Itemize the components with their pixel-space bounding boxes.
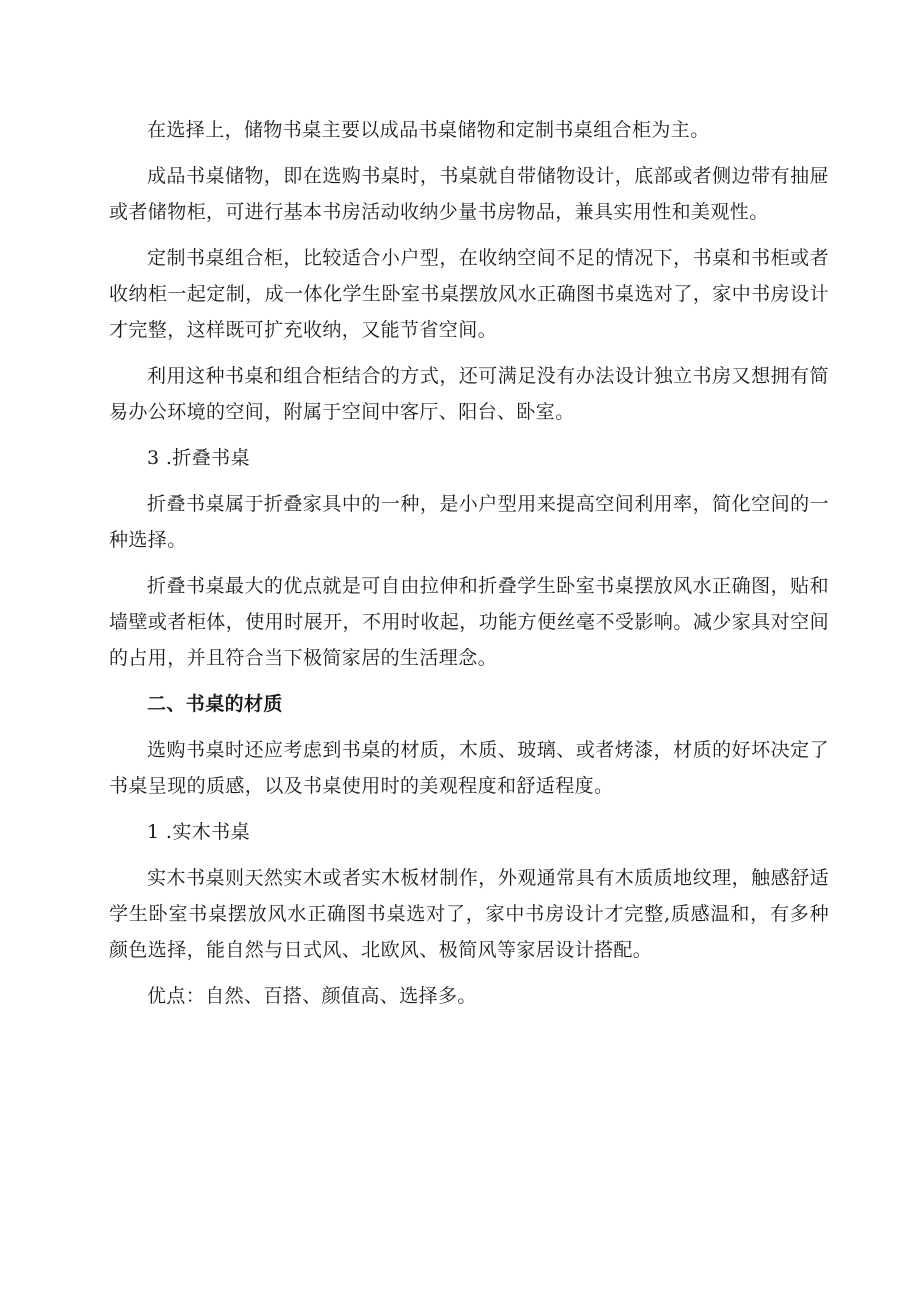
- paragraph-combination-benefit: 利用这种书桌和组合柜结合的方式，还可满足没有办法设计独立书房又想拥有简易办公环境的空间，附属于空间中客厅、阳台、卧室。: [109, 365, 829, 423]
- subheading-solid-wood-desk: 1 .实木书桌: [147, 821, 250, 843]
- section-heading-desk-material: 二、书桌的材质: [147, 693, 283, 715]
- document-body: [109, 112, 829, 1014]
- paragraph-custom-desk-cabinet: 定制书桌组合柜，比较适合小户型，在收纳空间不足的情况下，书桌和书柜或者收纳柜一起定制，成一体化学生卧室书桌摆放风水正确图书桌选对了，家中书房设计才完整，这样既可扩充收纳，又能节省空间。: [109, 247, 829, 341]
- paragraph-solid-wood-desk: 实木书桌则天然实木或者实木板材制作，外观通常具有木质质地纹理，触感舒适学生卧室书桌摆放风水正确图书桌选对了，家中书房设计才完整,质感温和，有多种颜色选择，能自然与日式风、北欧风、极简风等家居设计搭配。: [109, 867, 829, 961]
- paragraph-storage-choice: 在选择上，储物书桌主要以成品书桌储物和定制书桌组合柜为主。: [147, 119, 710, 141]
- paragraph-solid-wood-advantages: 优点：自然、百搭、颜值高、选择多。: [147, 985, 477, 1007]
- subheading-folding-desk: 3 .折叠书桌: [147, 447, 250, 469]
- paragraph-folding-desk-advantage: 折叠书桌最大的优点就是可自由拉伸和折叠学生卧室书桌摆放风水正确图，贴和墙壁或者柜体，使用时展开，不用时收起，功能方便丝毫不受影响。减少家具对空间的占用，并且符合当下极简家居的生活理念。: [109, 575, 829, 669]
- paragraph-material-consideration: 选购书桌时还应考虑到书桌的材质，木质、玻璃、或者烤漆，材质的好坏决定了书桌呈现的质感，以及书桌使用时的美观程度和舒适程度。: [109, 739, 829, 797]
- paragraph-folding-desk-intro: 折叠书桌属于折叠家具中的一种，是小户型用来提高空间利用率，简化空间的一种选择。: [109, 493, 829, 551]
- paragraph-finished-desk-storage: 成品书桌储物，即在选购书桌时，书桌就自带储物设计，底部或者侧边带有抽屉或者储物柜，可进行基本书房活动收纳少量书房物品，兼具实用性和美观性。: [109, 165, 829, 223]
